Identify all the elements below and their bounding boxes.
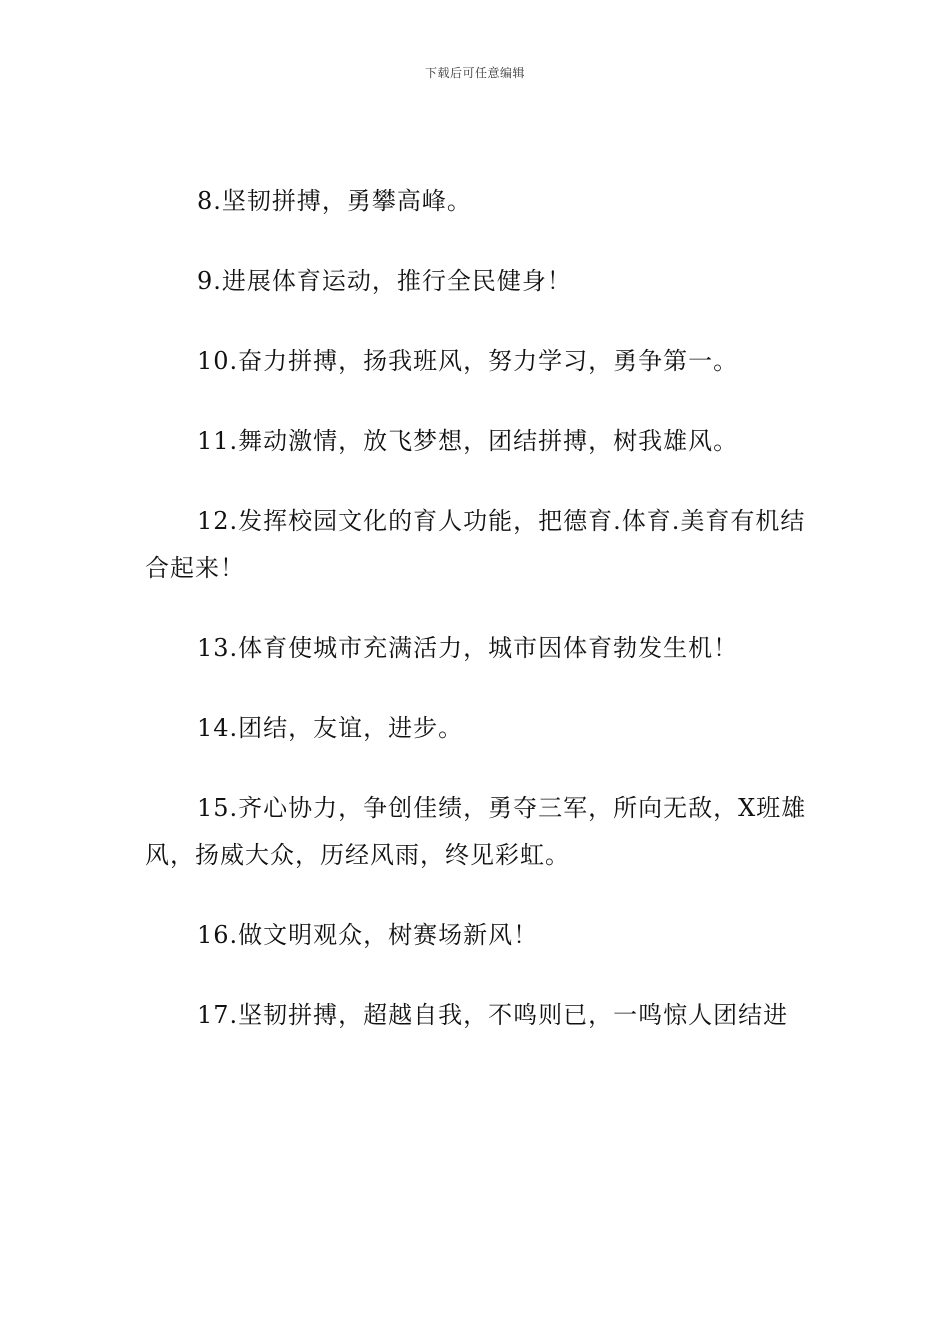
page-header: 下载后可任意编辑 [424, 66, 525, 80]
slogan-paragraph-9: 9.进展体育运动，推行全民健身！ [197, 267, 572, 295]
slogan-paragraph-10: 10.奋力拼搏，扬我班风，努力学习，勇争第一。 [197, 347, 739, 375]
document-body [145, 178, 810, 1072]
slogan-paragraph-14: 14.团结，友谊，进步。 [197, 714, 464, 742]
slogan-paragraph-16: 16.做文明观众，树赛场新风！ [197, 921, 539, 949]
slogan-paragraph-11: 11.舞动激情，放飞梦想，团结拼搏，树我雄风。 [197, 427, 739, 455]
slogan-paragraph-15: 15.齐心协力，争创佳绩，勇夺三军，所向无敌，X班雄风，扬威大众，历经风雨，终见彩虹。 [145, 794, 807, 869]
slogan-paragraph-13: 13.体育使城市充满活力，城市因体育勃发生机！ [197, 634, 739, 662]
slogan-paragraph-8: 8.坚韧拼搏，勇攀高峰。 [197, 187, 472, 215]
slogan-paragraph-12: 12.发挥校园文化的育人功能，把德育.体育.美育有机结合起来！ [145, 507, 806, 582]
slogan-paragraph-17: 17.坚韧拼搏，超越自我，不鸣则已，一鸣惊人团结进 [197, 1001, 789, 1029]
